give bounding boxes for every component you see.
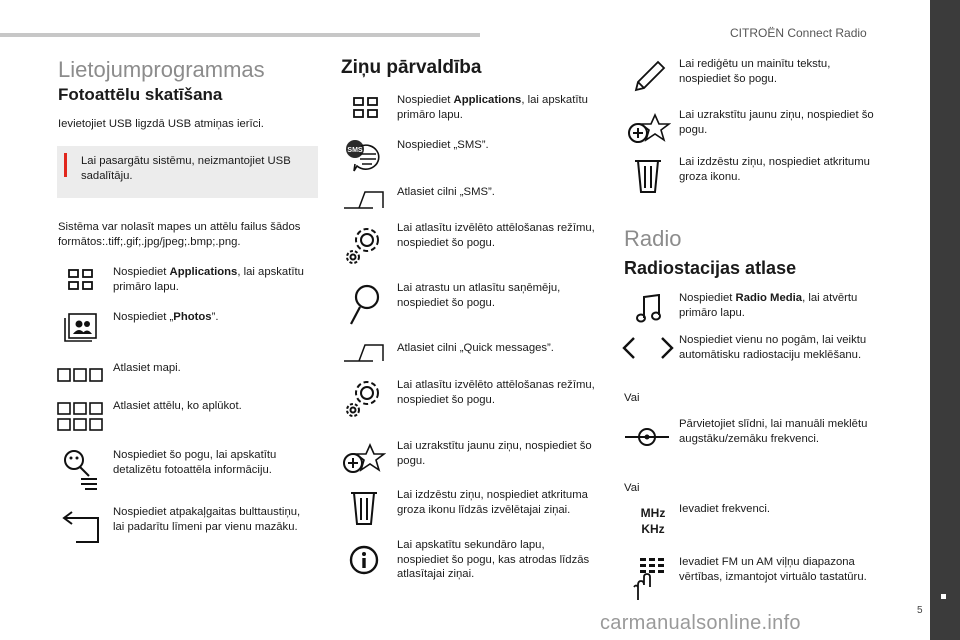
subtitle-station: Radiostacijas atlase	[624, 258, 797, 278]
new-message-icon	[627, 113, 671, 145]
display-mode-icon	[345, 226, 381, 266]
step-text: Lai uzrakstītu jaunu ziņu, nospiediet šo pogu.	[397, 440, 592, 467]
intro-text: Ievietojiet USB ligzdā USB atmiņas ierīci.	[58, 118, 264, 130]
page-number: 5	[917, 605, 923, 616]
edit-pencil-icon	[632, 60, 666, 94]
step-text: Ievadiet FM un AM viļņu diapazona vērtības, izmantojot virtuālo tastatūru.	[679, 556, 867, 583]
step-text: Nospiediet „Photos”.	[113, 311, 219, 323]
keypad-icon	[632, 557, 666, 601]
step-text: Lai apskatītu sekundāro lapu, nospiediet šo pogu, kas atrodas līdzās atlasītajai ziņai.	[397, 539, 590, 580]
header-brand: CITROËN Connect Radio	[730, 26, 867, 40]
step-text: Atlasiet cilni „SMS”.	[397, 186, 495, 198]
step-text: Lai izdzēstu ziņu, nospiediet atkritumu groza ikonu.	[679, 156, 870, 183]
step-text: Lai atlasītu izvēlēto attēlošanas režīmu, nospiediet šo pogu.	[397, 379, 595, 406]
section-title-radio: Radio	[624, 226, 682, 251]
images-grid-icon	[57, 402, 103, 432]
folders-row-icon	[57, 367, 103, 383]
search-icon	[348, 284, 382, 326]
step-text: Lai rediģētu un mainītu tekstu, nospiediet šo pogu.	[679, 58, 831, 85]
svg-text:SMS: SMS	[347, 147, 363, 154]
trash-icon	[634, 158, 662, 194]
step-text: Nospiediet Radio Media, lai atvērtu primāro lapu.	[679, 292, 858, 319]
slider-icon	[624, 426, 670, 448]
section-title-apps: Lietojumprogrammas	[58, 57, 265, 82]
tab-icon	[343, 343, 385, 363]
step-text: Nospiediet atpakaļgaitas bulttaustiņu, lai padarītu līmeni par vienu mazāku.	[113, 506, 301, 533]
step-text: Nospiediet „SMS”.	[397, 139, 489, 151]
step-text: Nospiediet Applications, lai apskatītu primāro lapu.	[397, 94, 588, 121]
trash-icon	[350, 490, 378, 526]
step-text: Nospiediet vienu no pogām, lai veiktu automātisku radiostaciju meklēšanu.	[679, 334, 867, 361]
or-label: Vai	[624, 482, 640, 494]
step-text: Pārvietojiet slīdni, lai manuāli meklētu augstāku/zemāku frekvenci.	[679, 418, 868, 445]
new-message-icon	[342, 443, 386, 475]
step-text: Atlasiet cilni „Quick messages”.	[397, 342, 554, 354]
applications-grid-icon	[353, 97, 379, 119]
back-arrow-icon	[62, 510, 102, 544]
warning-icon	[64, 153, 67, 177]
side-tab	[930, 0, 960, 640]
tab-icon	[343, 190, 385, 210]
warning-text: Lai pasargātu sistēmu, neizmantojiet USB sadalītāju.	[81, 155, 291, 182]
mhz-khz-icon: MHz KHz	[640, 506, 666, 536]
step-text: Nospiediet šo pogu, lai apskatītu detalizētu fotoattēla informāciju.	[113, 449, 277, 476]
or-label: Vai	[624, 392, 640, 404]
applications-grid-icon	[68, 269, 94, 291]
photos-icon	[62, 312, 98, 342]
watermark: carmanualsonline.info	[600, 612, 801, 634]
side-tab-marker	[941, 594, 946, 599]
sms-icon	[343, 138, 383, 174]
subtitle-photos: Fotoattēlu skatīšana	[58, 85, 223, 104]
display-mode-icon	[345, 379, 381, 419]
formats-text: Sistēma var nolasīt mapes un attēlu failus šādos formātos:.tiff;.gif;.jpg/jpeg;.bmp;.png.	[58, 221, 301, 248]
step-text: Atlasiet attēlu, ko aplūkot.	[113, 400, 242, 412]
music-note-icon	[636, 294, 662, 324]
step-text: Lai atrastu un atlasītu saņēmēju, nospiediet šo pogu.	[397, 282, 561, 309]
step-text: Lai izdzēstu ziņu, nospiediet atkrituma groza ikonu līdzās izvēlētajai ziņai.	[397, 489, 588, 516]
photo-details-icon	[62, 448, 98, 490]
step-text: Atlasiet mapi.	[113, 362, 181, 374]
step-text: Lai uzrakstītu jaunu ziņu, nospiediet šo pogu.	[679, 109, 874, 136]
step-text: Ievadiet frekvenci.	[679, 503, 771, 515]
prev-next-icon	[622, 336, 674, 360]
secondary-page-icon	[349, 545, 379, 575]
step-text: Lai atlasītu izvēlēto attēlošanas režīmu, nospiediet šo pogu.	[397, 222, 595, 249]
header-rule	[0, 33, 480, 37]
subtitle-messages: Ziņu pārvaldība	[341, 57, 482, 78]
step-text: Nospiediet Applications, lai apskatītu primāro lapu.	[113, 266, 304, 293]
warning-note	[57, 146, 318, 198]
